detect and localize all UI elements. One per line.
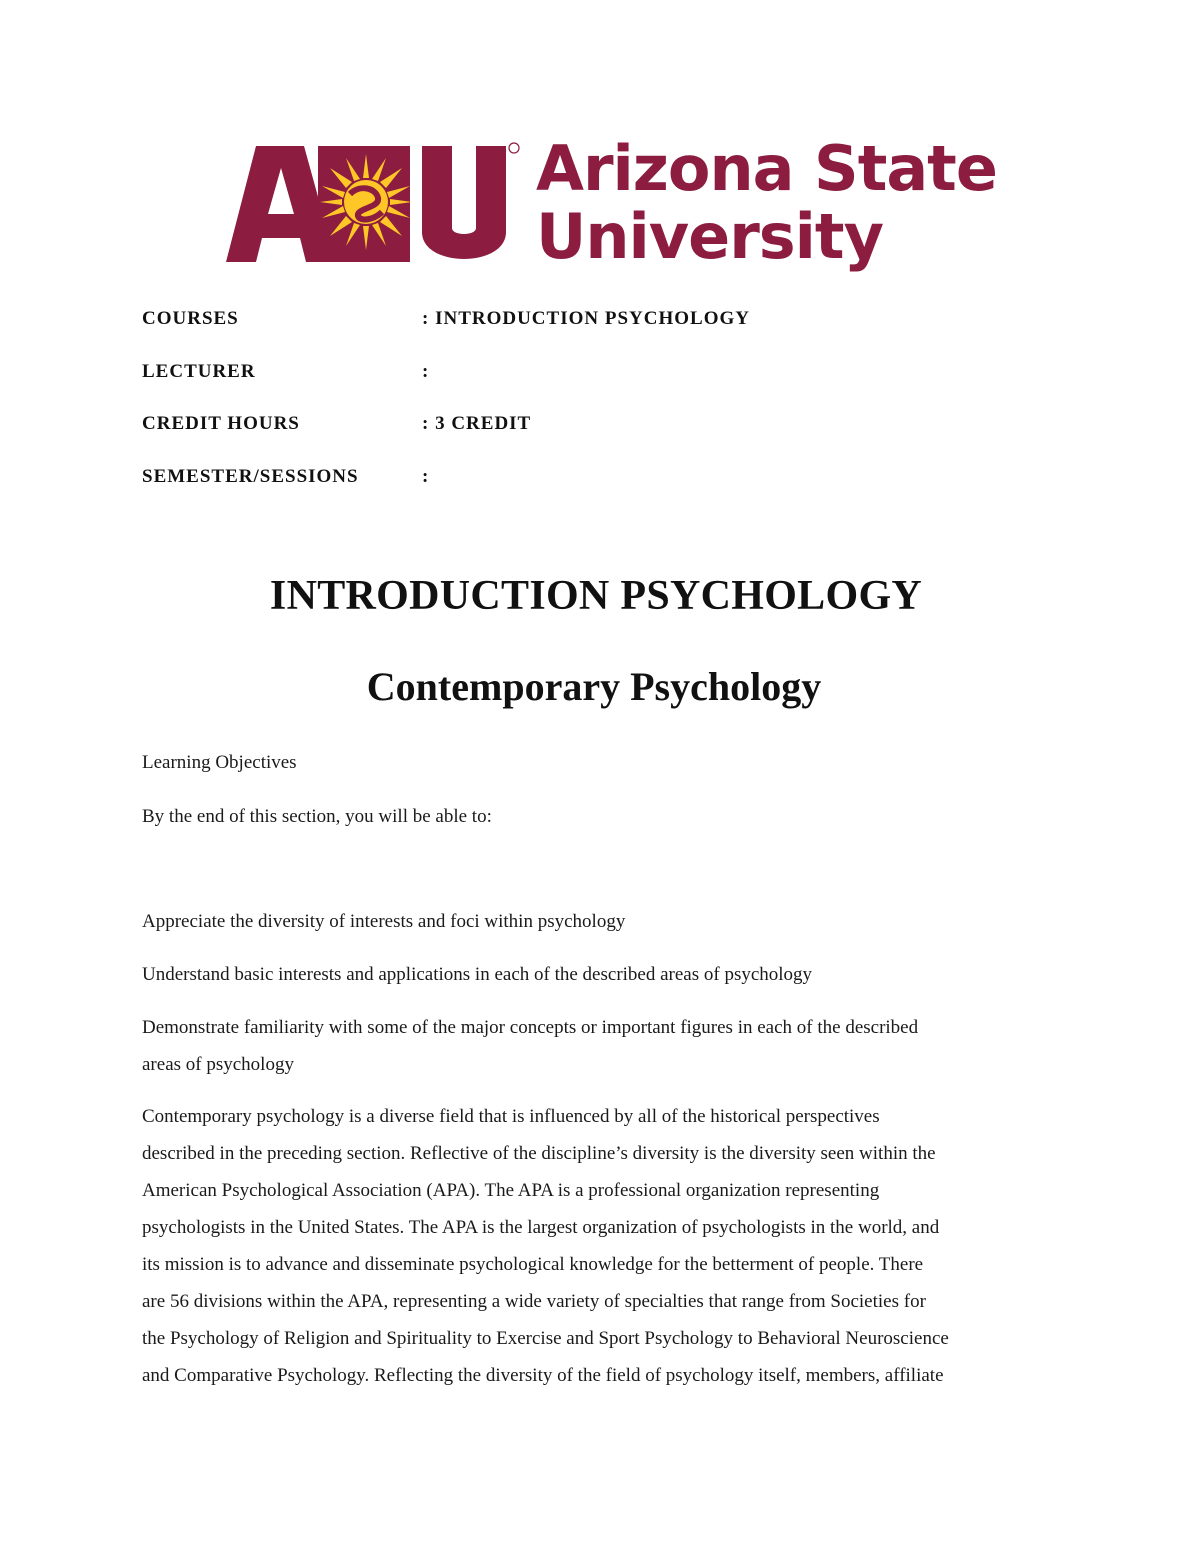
university-name-line2: University: [536, 200, 883, 273]
objective-item: [142, 1009, 1062, 1083]
course-info-label: CREDIT HOURS: [142, 413, 300, 434]
course-info-label: SEMESTER/SESSIONS: [142, 466, 359, 487]
body-line: its mission is to advance and disseminate psychological knowledge for the betterment of people. There: [142, 1254, 924, 1275]
university-name-line1: Arizona State: [536, 132, 997, 205]
body-paragraph: [142, 1098, 1062, 1394]
objective-line: Understand basic interests and applications in each of the described areas of psychology: [142, 964, 813, 985]
learning-objectives-heading: Learning Objectives: [142, 752, 297, 773]
document-subtitle: Contemporary Psychology: [366, 664, 822, 709]
course-info-value: :: [422, 466, 430, 487]
course-info-label: COURSES: [142, 308, 239, 329]
objective-item: [142, 903, 1062, 940]
asu-logo: [226, 132, 997, 276]
intro-sentence: By the end of this section, you will be able to:: [142, 806, 492, 827]
document-title: INTRODUCTION PSYCHOLOGY: [269, 573, 923, 619]
objective-item: [142, 956, 1062, 993]
body-line: psychologists in the United States. The APA is the largest organization of psychologists in the world, and: [142, 1217, 940, 1238]
body-line: described in the preceding section. Reflective of the discipline’s diversity is the diversity seen within the: [142, 1143, 936, 1164]
body-line: American Psychological Association (APA). The APA is a professional organization representing: [142, 1180, 880, 1201]
course-info-label: LECTURER: [142, 361, 256, 382]
body-line: and Comparative Psychology. Reflecting the diversity of the field of psychology itself, members, affiliate: [142, 1365, 944, 1386]
course-info-value: :: [422, 361, 430, 382]
course-info-value: : 3 CREDIT: [422, 413, 532, 434]
objective-line: areas of psychology: [142, 1054, 294, 1075]
body-line: Contemporary psychology is a diverse field that is influenced by all of the historical perspectives: [142, 1106, 880, 1127]
body-line: the Psychology of Religion and Spirituality to Exercise and Sport Psychology to Behavioral Neuroscience: [142, 1328, 949, 1349]
objective-line: Demonstrate familiarity with some of the major concepts or important figures in each of the described: [142, 1017, 919, 1038]
body-line: are 56 divisions within the APA, representing a wide variety of specialties that range from Societies for: [142, 1291, 926, 1312]
course-info-value: : INTRODUCTION PSYCHOLOGY: [422, 308, 750, 329]
objective-line: Appreciate the diversity of interests and foci within psychology: [142, 911, 626, 932]
asu-monogram-icon: [226, 136, 526, 276]
